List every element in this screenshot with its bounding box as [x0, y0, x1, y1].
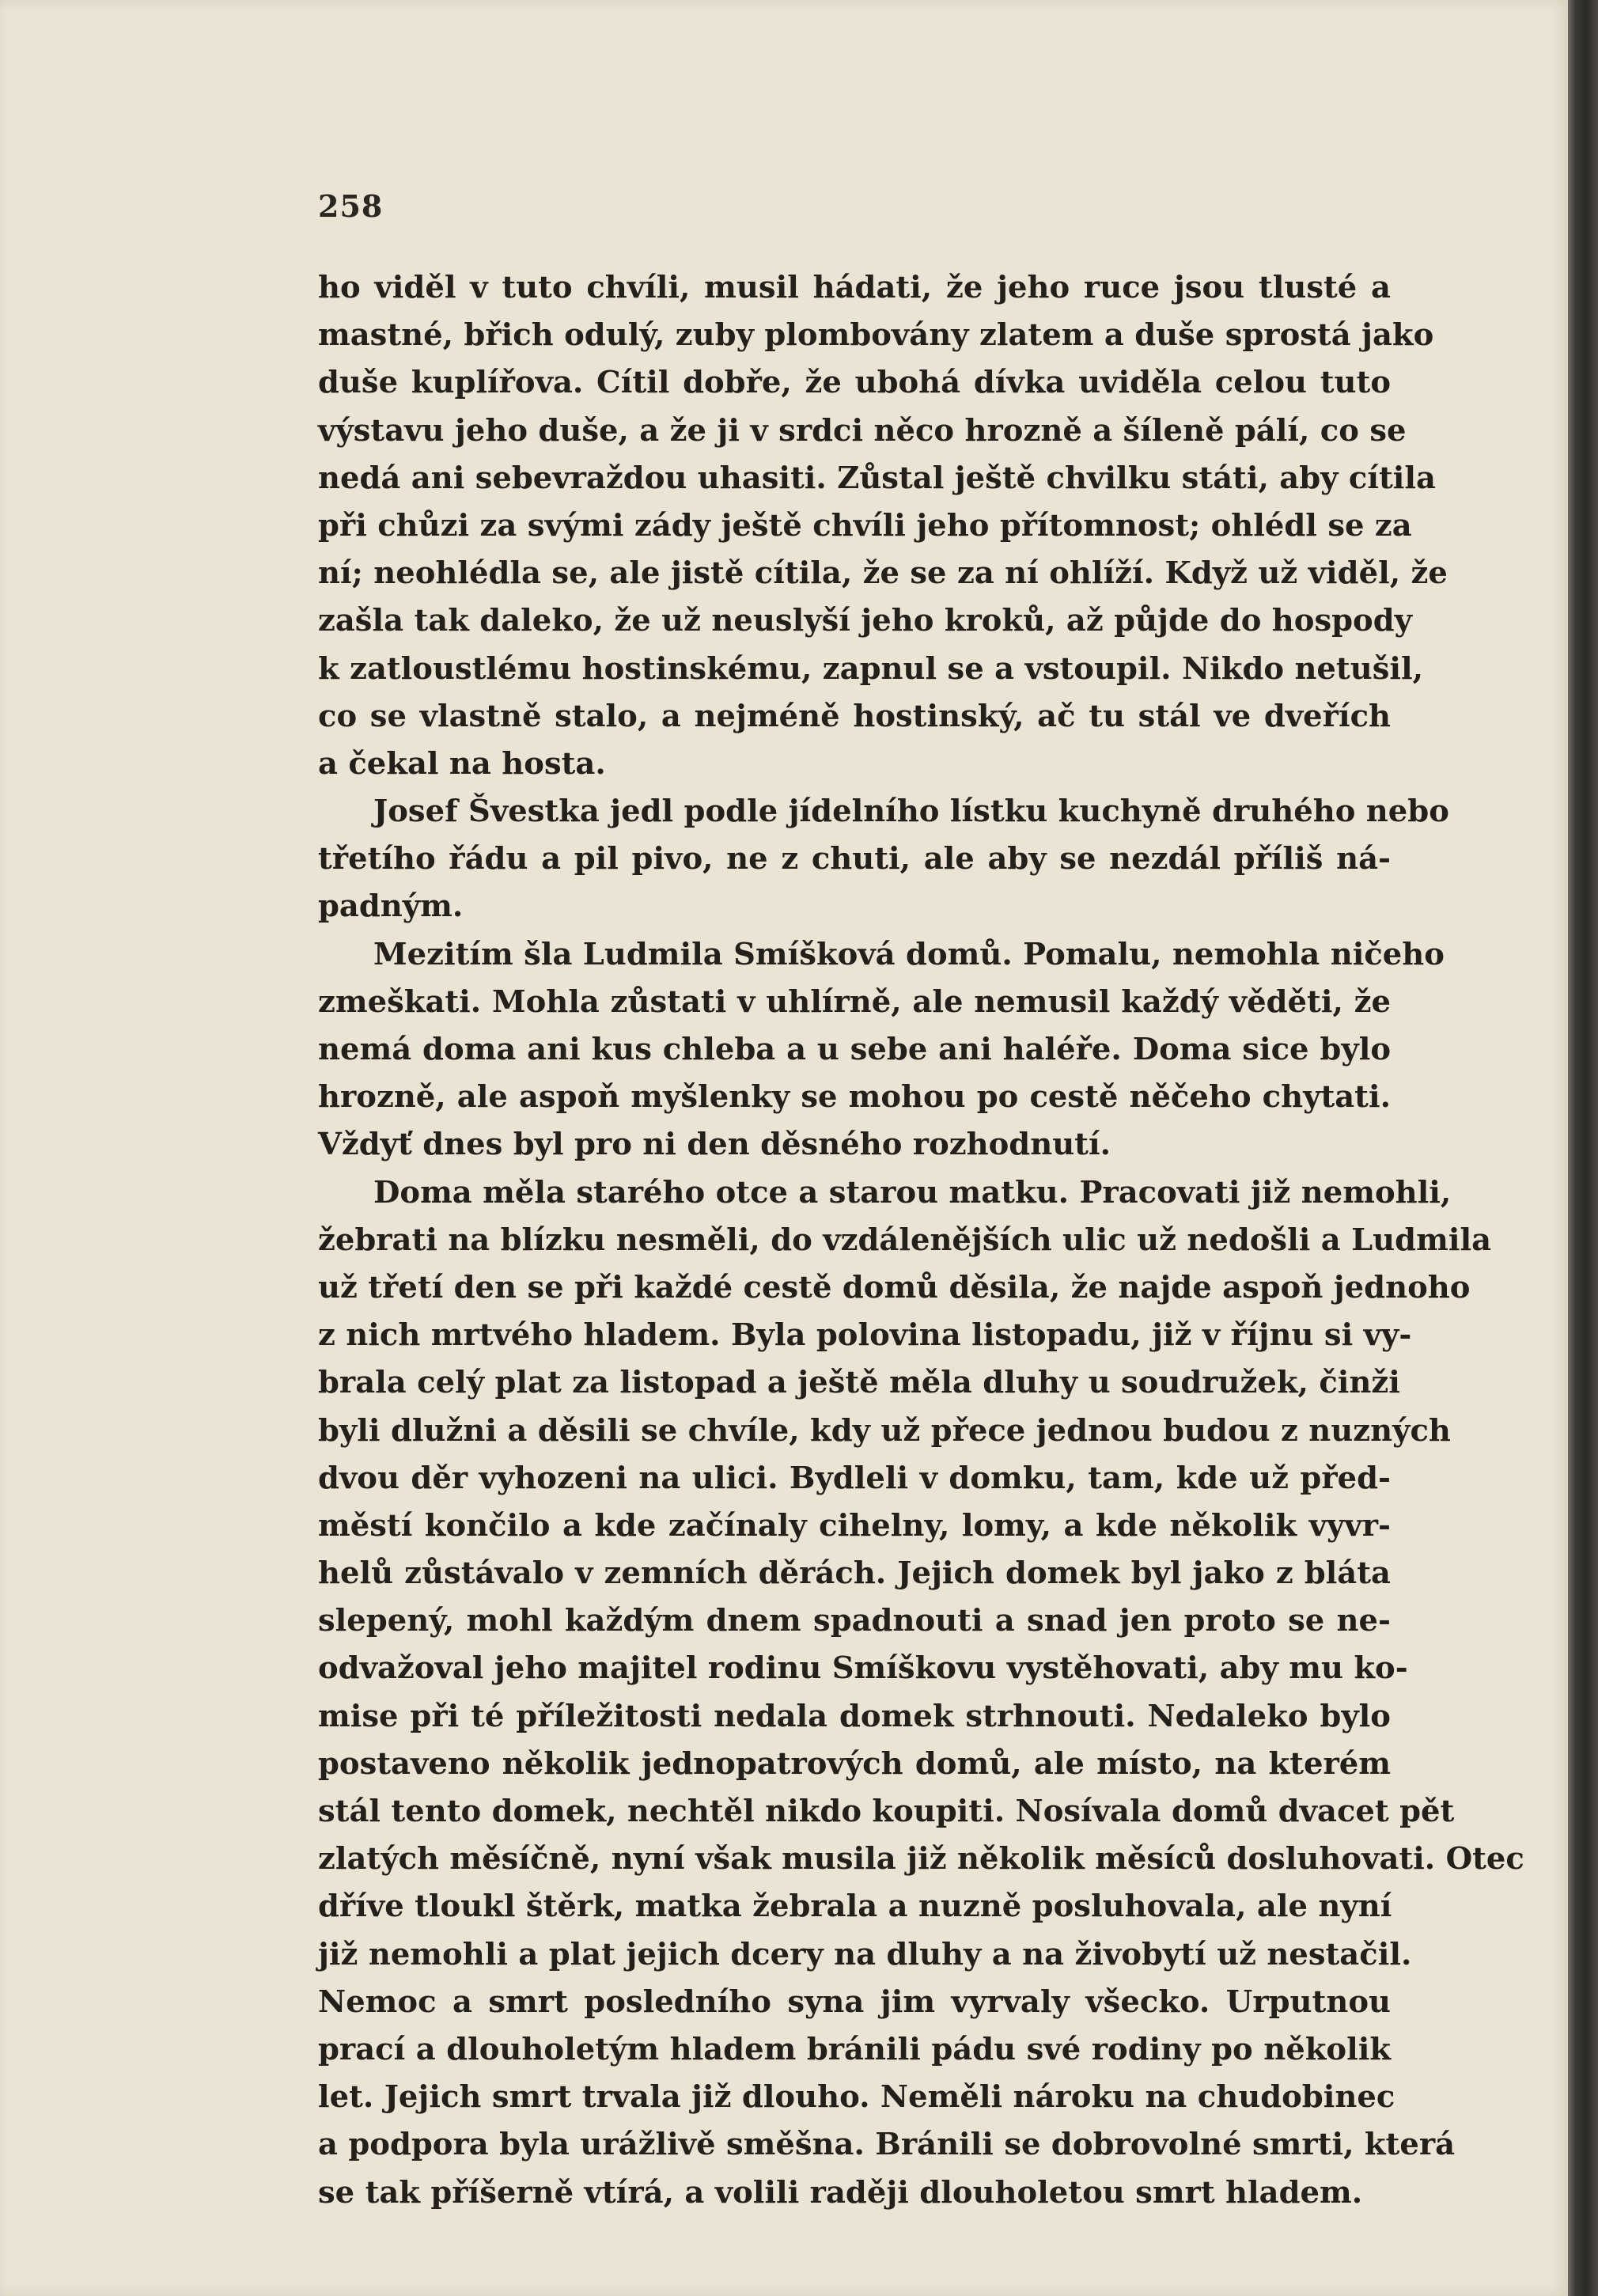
text-line: brala celý plat za listopad a ještě měla dluhy u soudružek, činži: [318, 1365, 1400, 1401]
text-line: při chůzi za svými zády ještě chvíli jeho přítomnost; ohlédl se za: [318, 507, 1412, 544]
text-line: městí končilo a kde začínaly cihelny, lomy, a kde několik vyvr-: [318, 1507, 1391, 1544]
text-line: dříve tloukl štěrk, matka žebrala a nuzně posluhovala, ale nyní: [318, 1889, 1392, 1925]
text-line: stál tento domek, nechtěl nikdo koupiti. Nosívala domů dvacet pět: [318, 1794, 1455, 1829]
text-line: ní; neohlédla se, ale jistě cítila, že se za ní ohlíží. Když už viděl, že: [318, 555, 1448, 592]
text-line: mise při té příležitosti nedala domek strhnouti. Nedaleko bylo: [318, 1698, 1391, 1734]
text-line: z nich mrtvého hladem. Byla polovina listopadu, již v říjnu si vy-: [318, 1317, 1412, 1354]
text-line: Vždyť dnes byl pro ni den děsného rozhodnutí.: [318, 1127, 1111, 1163]
text-line: odvažoval jeho majitel rodinu Smíškovu vystěhovati, aby mu ko-: [318, 1650, 1408, 1687]
text-line: a podpora byla urážlivě směšna. Bránili se dobrovolné smrti, která: [318, 2127, 1456, 2163]
text-line: a čekal na hosta.: [318, 745, 606, 782]
text-line: dvou děr vyhozeni na ulici. Bydleli v domku, tam, kde už před-: [318, 1460, 1391, 1496]
text-line: Nemoc a smrt posledního syna jim vyrvaly všecko. Urputnou: [318, 1983, 1391, 2020]
text-line: ho viděl v tuto chvíli, musil hádati, že jeho ruce jsou tlusté a: [318, 270, 1391, 305]
text-line: mastné, břich odulý, zuby plombovány zlatem a duše sprostá jako: [318, 317, 1434, 354]
text-line: Josef Švestka jedl podle jídelního lístku kuchyně druhého nebo: [373, 794, 1449, 830]
text-line: nemá doma ani kus chleba a u sebe ani haléře. Doma sice bylo: [318, 1032, 1391, 1067]
text-line: zmeškati. Mohla zůstati v uhlírně, ale nemusil každý věděti, že: [318, 983, 1391, 1020]
text-line: nedá ani sebevraždou uhasiti. Zůstal ještě chvilku státi, aby cítila: [318, 460, 1436, 496]
text-line: slepený, mohl každým dnem spadnouti a snad jen proto se ne-: [318, 1603, 1391, 1639]
text-line: byli dlužni a děsili se chvíle, kdy už přece jednou budou z nuzných: [318, 1412, 1451, 1449]
text-line: zašla tak daleko, že už neuslyší jeho kroků, až půjde do hospody: [318, 603, 1413, 639]
text-line: padným.: [318, 888, 464, 925]
text-line: co se vlastně stalo, a nejméně hostinský, ač tu stál ve dveřích: [318, 698, 1391, 734]
text-line: se tak příšerně vtírá, a volili raději dlouholetou smrt hladem.: [318, 2174, 1363, 2211]
text-line: třetího řádu a pil pivo, ne z chuti, ale aby se nezdál příliš ná-: [318, 841, 1391, 877]
text-line: výstavu jeho duše, a že ji v srdci něco hrozně a šíleně pálí, co se: [318, 412, 1407, 449]
text-line: helů zůstávalo v zemních děrách. Jejich domek byl jako z bláta: [318, 1555, 1391, 1592]
body-text: [318, 264, 1524, 2217]
text-line: duše kuplířova. Cítil dobře, že ubohá dívka uviděla celou tuto: [318, 365, 1391, 401]
text-line: zlatých měsíčně, nyní však musila již několik měsíců dosluhovati. Otec: [318, 1841, 1524, 1877]
text-line: prací a dlouholetým hladem bránili pádu své rodiny po několik: [318, 2031, 1391, 2067]
page-number: 258: [318, 188, 384, 224]
page-binding-edge: [1568, 0, 1598, 2296]
text-line: k zatloustlému hostinskému, zapnul se a vstoupil. Nikdo netušil,: [318, 650, 1424, 687]
text-line: Mezitím šla Ludmila Smíšková domů. Pomalu, nemohla ničeho: [373, 936, 1445, 972]
text-line: Doma měla starého otce a starou matku. Pracovati již nemohli,: [373, 1174, 1452, 1211]
text-line: let. Jejich smrt trvala již dlouho. Neměli nároku na chudobinec: [318, 2079, 1395, 2116]
text-line: hrozně, ale aspoň myšlenky se mohou po cestě něčeho chytati.: [318, 1079, 1391, 1116]
text-line: postaveno několik jednopatrových domů, ale místo, na kterém: [318, 1745, 1391, 1782]
text-line: žebrati na blízku nesměli, do vzdálenějších ulic už nedošli a Ludmila: [318, 1222, 1492, 1258]
text-line: už třetí den se při každé cestě domů děsila, že najde aspoň jednoho: [318, 1269, 1471, 1305]
text-line: již nemohli a plat jejich dcery na dluhy a na živobytí už nestačil.: [318, 1936, 1412, 1972]
